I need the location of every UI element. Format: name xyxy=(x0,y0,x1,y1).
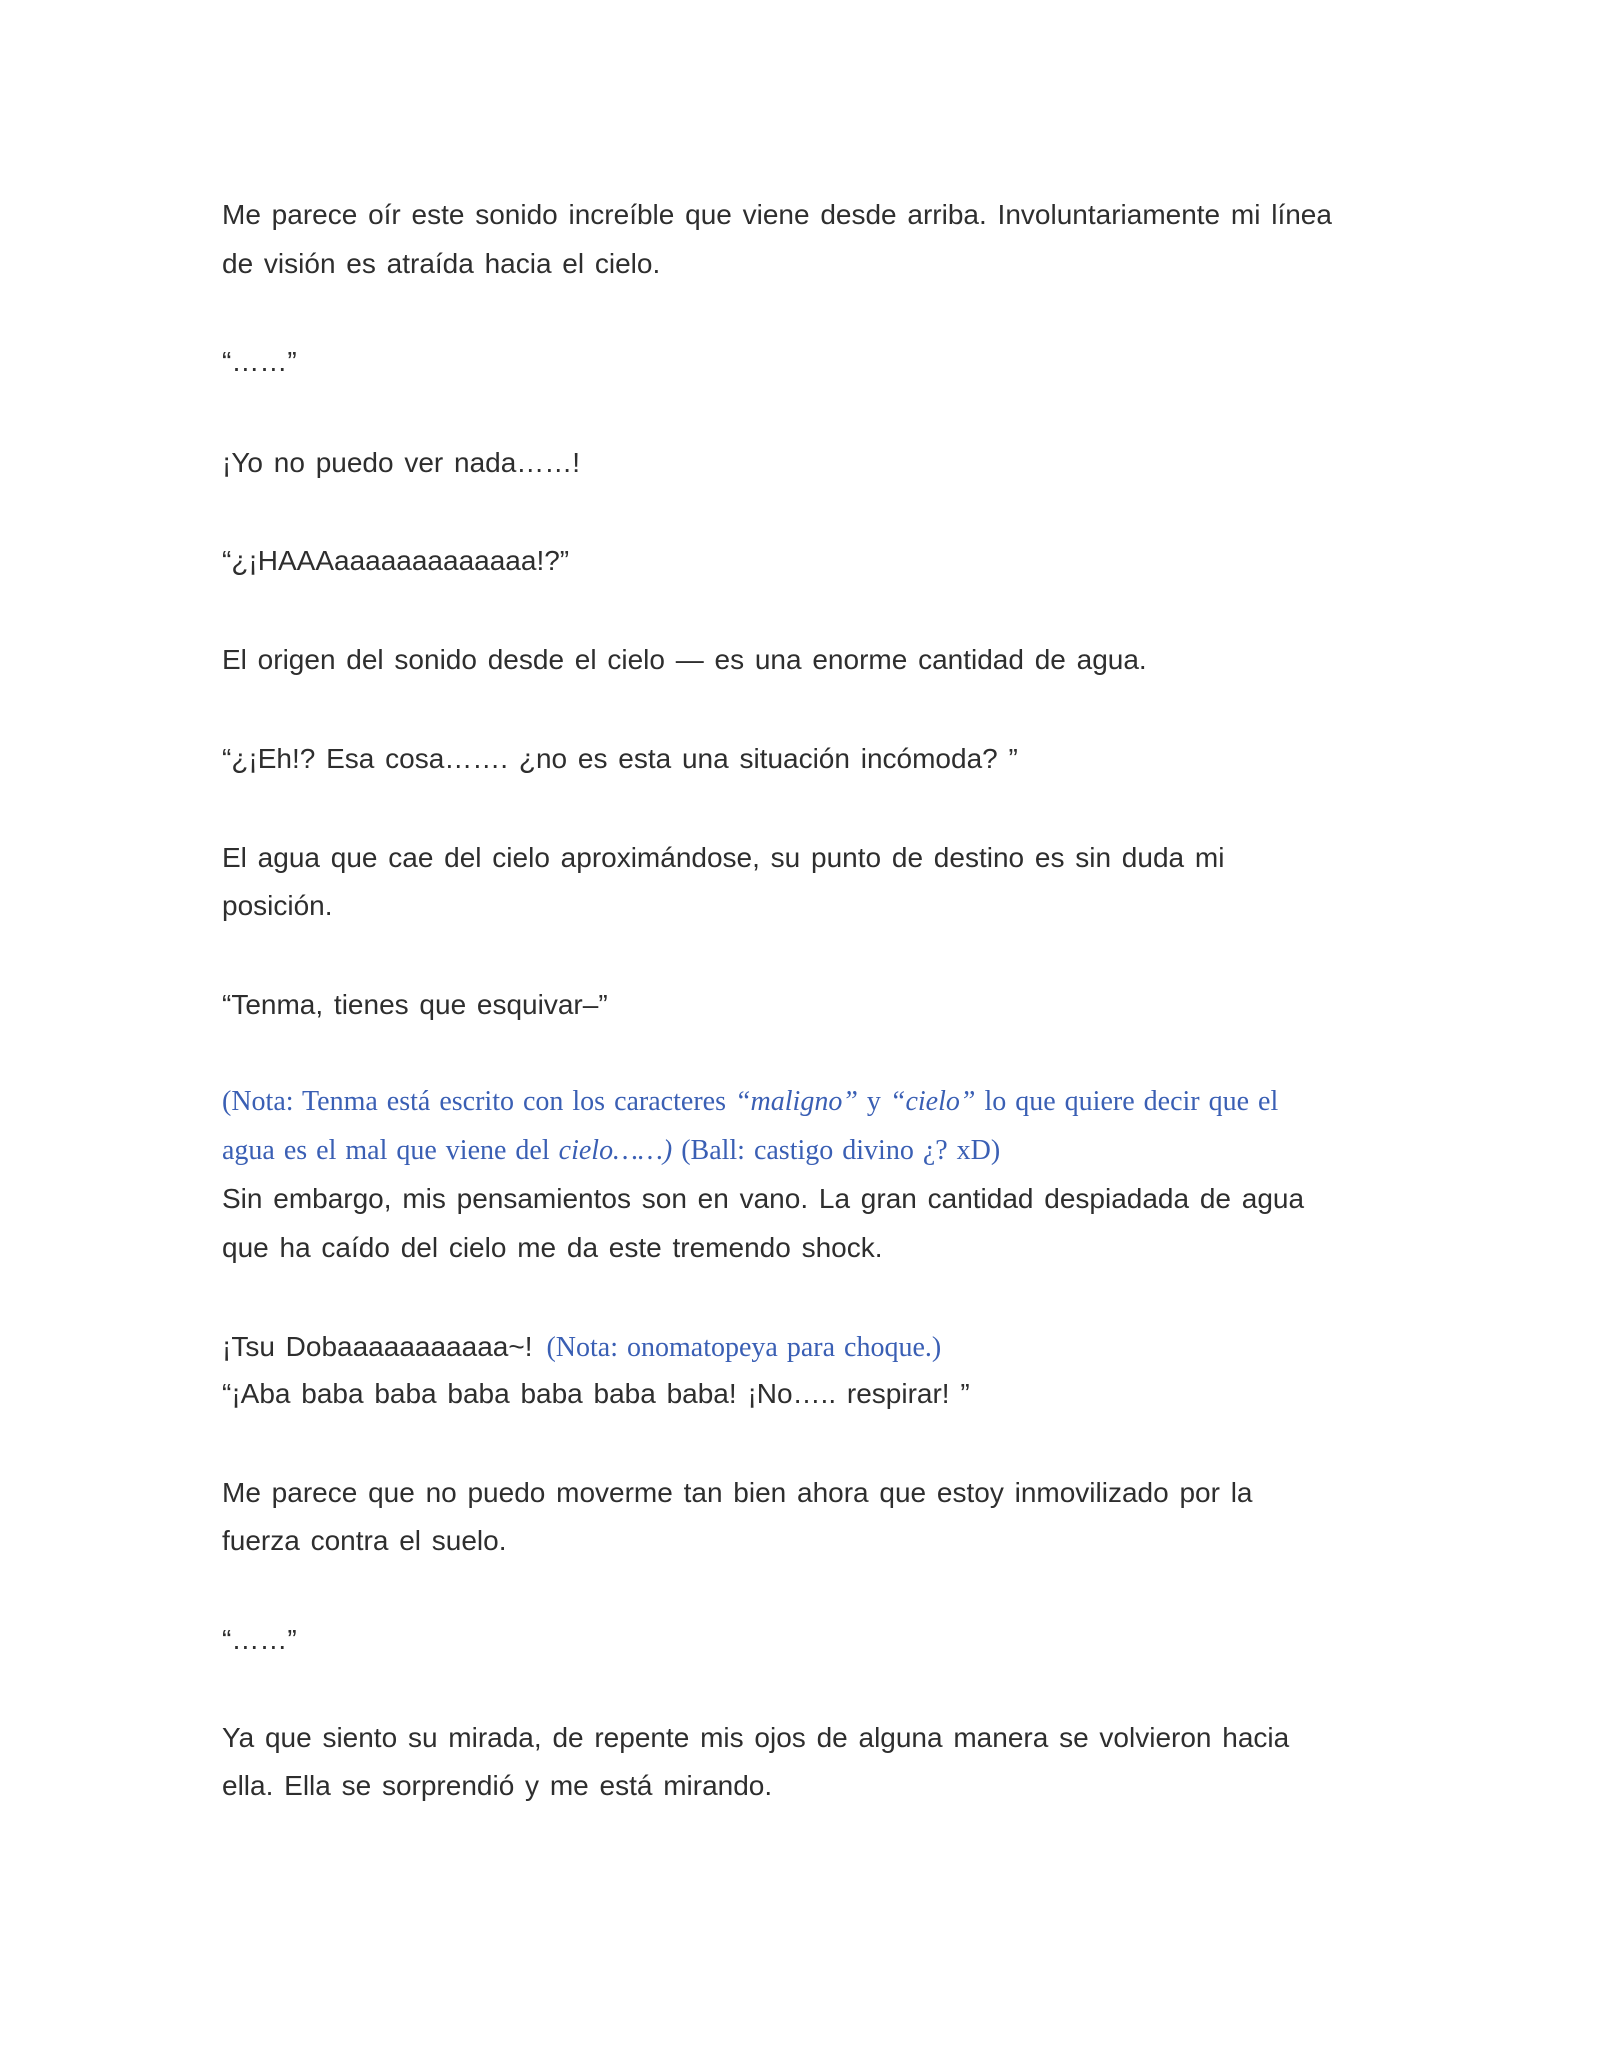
translator-note xyxy=(222,1134,1000,1168)
translator-note: (Nota: onomatopeya para choque.) xyxy=(546,1332,942,1363)
note-text: (Ball: castigo divino ¿? xD) xyxy=(672,1135,1001,1166)
paragraph-line: ¡Yo no puedo ver nada……! xyxy=(222,447,581,478)
paragraph-line: de visión es atraída hacia el cielo. xyxy=(222,248,661,279)
translator-note xyxy=(222,1085,1278,1119)
paragraph-line: El agua que cae del cielo aproximándose, su punto de destino es sin duda mi xyxy=(222,842,1225,873)
note-text: (Nota: Tenma está escrito con los caracteres xyxy=(222,1086,735,1117)
onomatopoeia: ¡Tsu Dobaaaaaaaaaaa~! xyxy=(222,1331,533,1362)
note-text: agua es el mal que viene del xyxy=(222,1135,559,1166)
note-emphasis: cielo……) xyxy=(558,1135,673,1166)
paragraph-line: fuerza contra el suelo. xyxy=(222,1525,507,1556)
dialogue-line: “¡Aba baba baba baba baba baba baba! ¡No….. respirar! ” xyxy=(222,1378,970,1409)
note-emphasis: “cielo” xyxy=(889,1086,976,1117)
paragraph-line: posición. xyxy=(222,890,333,921)
dialogue-line: “¿¡HAAAaaaaaaaaaaaaa!?” xyxy=(222,545,570,576)
dialogue-line: “¿¡Eh!? Esa cosa……. ¿no es esta una situación incómoda? ” xyxy=(222,743,1018,774)
note-text: lo que quiere decir que el xyxy=(975,1086,1279,1117)
paragraph-line: que ha caído del cielo me da este tremendo shock. xyxy=(222,1232,883,1263)
paragraph-line: El origen del sonido desde el cielo — es una enorme cantidad de agua. xyxy=(222,644,1147,675)
dialogue-line: “……” xyxy=(222,1624,297,1655)
dialogue-line: “……” xyxy=(222,346,297,377)
paragraph-line: Me parece que no puedo moverme tan bien ahora que estoy inmovilizado por la xyxy=(222,1477,1253,1508)
paragraph-line xyxy=(222,1330,941,1365)
paragraph-line: ella. Ella se sorprendió y me está mirando. xyxy=(222,1770,773,1801)
paragraph-line: Me parece oír este sonido increíble que viene desde arriba. Involuntariamente mi línea xyxy=(222,199,1332,230)
paragraph-line: Ya que siento su mirada, de repente mis ojos de alguna manera se volvieron hacia xyxy=(222,1722,1290,1753)
note-emphasis: “maligno” xyxy=(734,1086,858,1117)
paragraph-line: Sin embargo, mis pensamientos son en vano. La gran cantidad despiadada de agua xyxy=(222,1183,1305,1214)
note-text: y xyxy=(857,1086,890,1117)
dialogue-line: “Tenma, tienes que esquivar–” xyxy=(222,989,608,1020)
